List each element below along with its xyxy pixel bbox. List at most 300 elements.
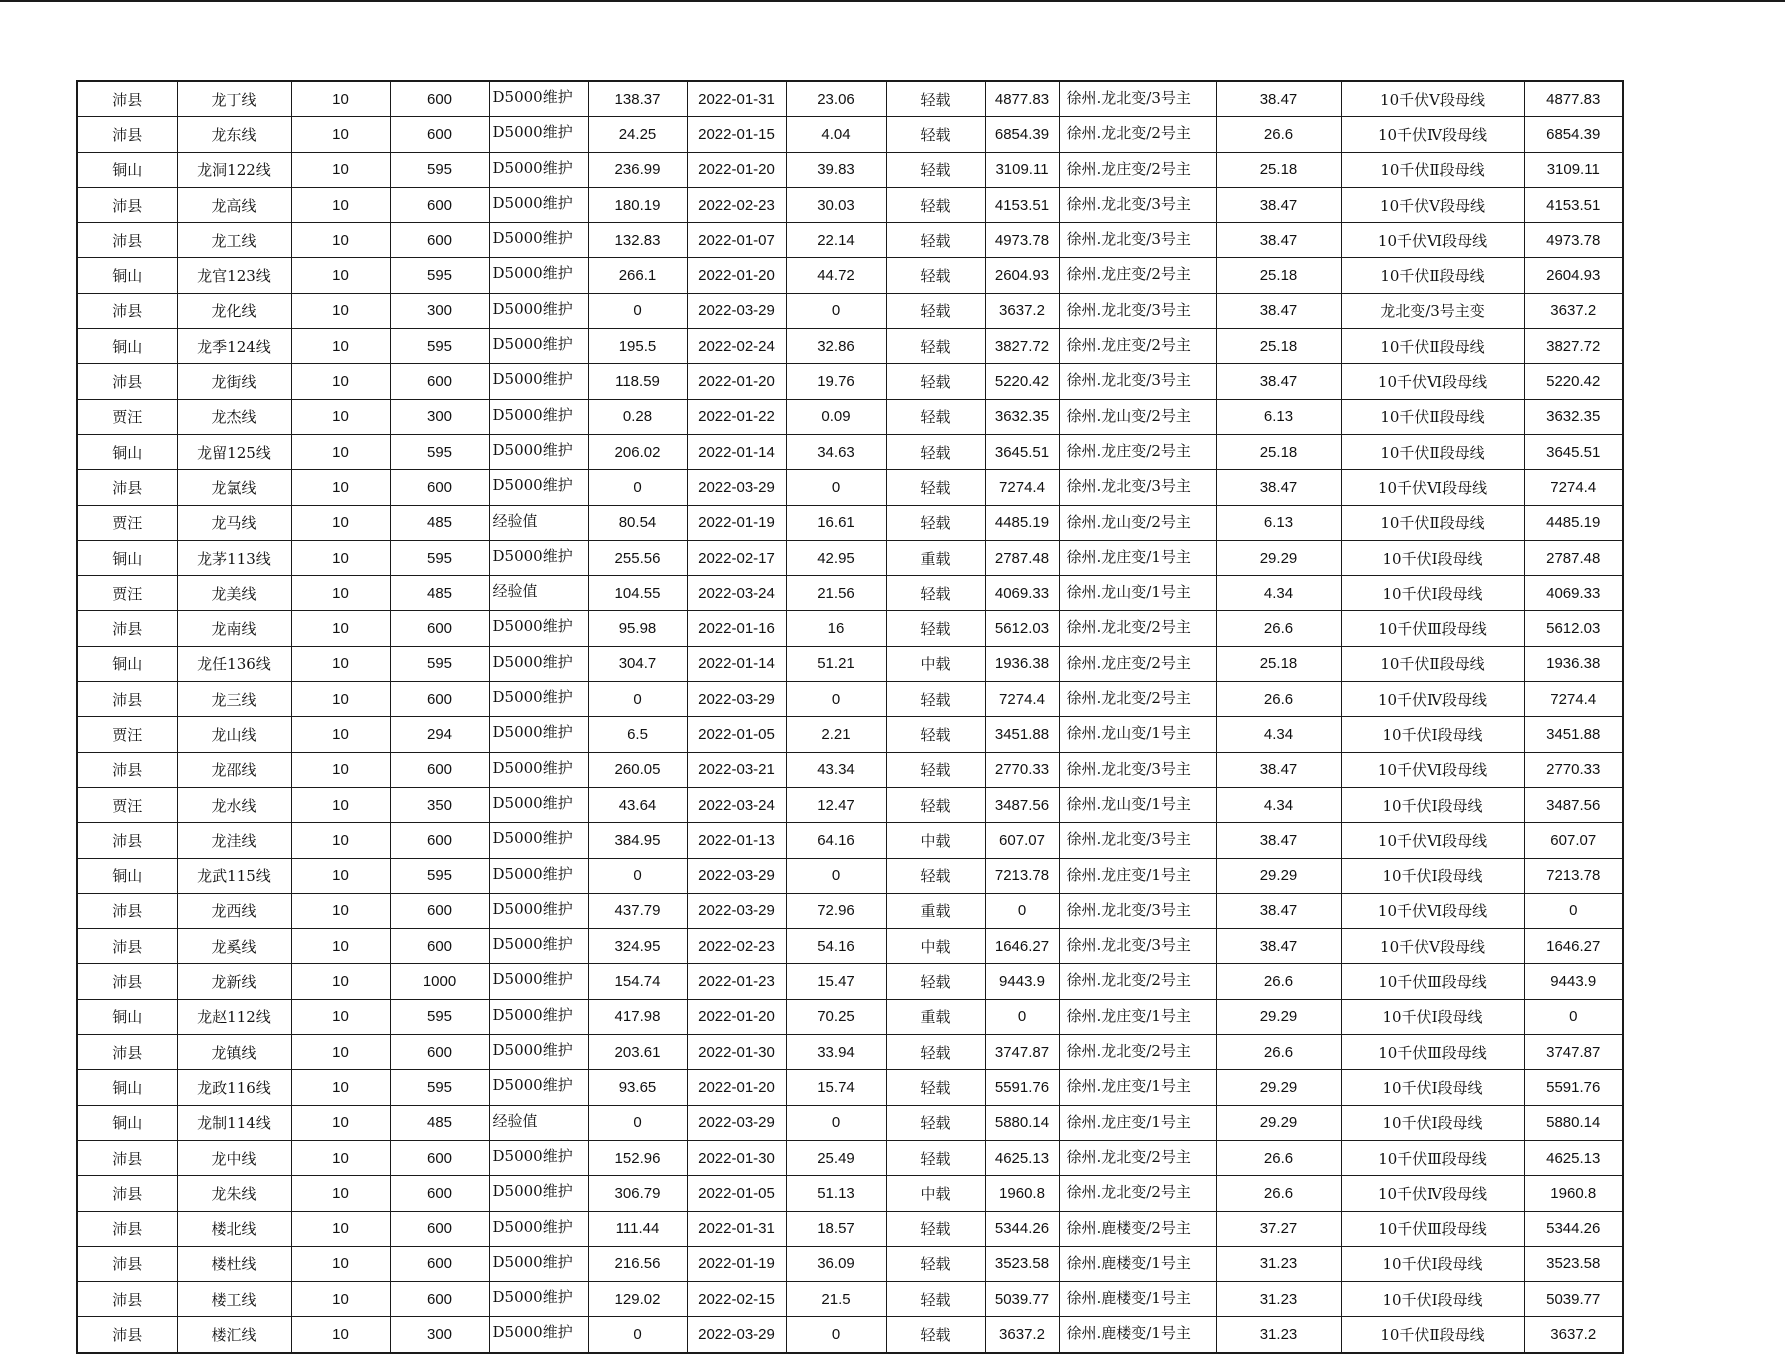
bus-section-cell: 10千伏Ⅵ段母线 [1341,823,1524,858]
rated-current-cell: 600 [390,364,489,399]
load-rate-cell: 0 [786,1317,886,1353]
voltage-cell: 10 [291,258,390,293]
rated-current-cell: 300 [390,1317,489,1353]
county-cell: 沛县 [77,682,177,717]
rated-current-cell: 600 [390,1282,489,1317]
line-name-cell: 龙南线 [177,611,291,646]
substation-cell: 徐州.龙庄变/1号主 [1059,540,1216,575]
load-status-cell: 中载 [886,646,985,681]
bus-section-cell: 10千伏Ⅰ段母线 [1341,540,1524,575]
voltage-cell: 10 [291,576,390,611]
table-row [77,117,1623,152]
county-cell: 铜山 [77,646,177,681]
bus-section-cell: 10千伏Ⅱ段母线 [1341,434,1524,469]
capacity-cell: 4069.33 [1524,576,1623,611]
capacity-cell: 0 [1524,999,1623,1034]
margin-cell: 5039.77 [985,1282,1059,1317]
margin-cell: 7274.4 [985,470,1059,505]
line-name-cell: 龙美线 [177,576,291,611]
date-cell: 2022-01-30 [687,1035,786,1070]
table-row [77,364,1623,399]
transformer-load-cell: 29.29 [1216,858,1341,893]
data-source-cell: D5000维护 [489,223,588,258]
bus-section-cell: 10千伏Ⅱ段母线 [1341,505,1524,540]
bus-section-cell: 10千伏Ⅰ段母线 [1341,717,1524,752]
table-row [77,187,1623,222]
date-cell: 2022-03-24 [687,576,786,611]
table-row [77,399,1623,434]
bus-section-cell: 10千伏Ⅱ段母线 [1341,329,1524,364]
substation-cell: 徐州.龙庄变/1号主 [1059,999,1216,1034]
capacity-cell: 9443.9 [1524,964,1623,999]
substation-cell: 徐州.龙山变/1号主 [1059,717,1216,752]
load-rate-cell: 0 [786,1105,886,1140]
current-cell: 203.61 [588,1035,687,1070]
margin-cell: 1936.38 [985,646,1059,681]
line-name-cell: 龙化线 [177,293,291,328]
bus-section-cell: 10千伏Ⅰ段母线 [1341,576,1524,611]
voltage-cell: 10 [291,682,390,717]
data-source-cell: D5000维护 [489,823,588,858]
line-name-cell: 龙镇线 [177,1035,291,1070]
table-row [77,470,1623,505]
data-source-cell: D5000维护 [489,752,588,787]
load-rate-cell: 25.49 [786,1140,886,1175]
rated-current-cell: 600 [390,929,489,964]
date-cell: 2022-03-24 [687,787,786,822]
current-cell: 111.44 [588,1211,687,1246]
voltage-cell: 10 [291,893,390,928]
voltage-cell: 10 [291,646,390,681]
date-cell: 2022-01-16 [687,611,786,646]
bus-section-cell: 10千伏Ⅰ段母线 [1341,858,1524,893]
county-cell: 贾汪 [77,787,177,822]
transformer-load-cell: 26.6 [1216,1176,1341,1211]
table-row [77,823,1623,858]
capacity-cell: 6854.39 [1524,117,1623,152]
capacity-cell: 3637.2 [1524,1317,1623,1353]
rated-current-cell: 350 [390,787,489,822]
current-cell: 43.64 [588,787,687,822]
margin-cell: 5344.26 [985,1211,1059,1246]
load-status-cell: 轻载 [886,293,985,328]
date-cell: 2022-02-23 [687,929,786,964]
county-cell: 铜山 [77,152,177,187]
voltage-cell: 10 [291,858,390,893]
substation-cell: 徐州.鹿楼变/2号主 [1059,1211,1216,1246]
substation-cell: 徐州.龙北变/3号主 [1059,364,1216,399]
county-cell: 沛县 [77,1176,177,1211]
load-status-cell: 轻载 [886,329,985,364]
load-rate-cell: 2.21 [786,717,886,752]
margin-cell: 7274.4 [985,682,1059,717]
voltage-cell: 10 [291,1070,390,1105]
line-name-cell: 龙马线 [177,505,291,540]
load-rate-cell: 18.57 [786,1211,886,1246]
margin-cell: 6854.39 [985,117,1059,152]
data-source-cell: D5000维护 [489,258,588,293]
margin-cell: 3827.72 [985,329,1059,364]
date-cell: 2022-01-14 [687,646,786,681]
capacity-cell: 5344.26 [1524,1211,1623,1246]
table-row [77,293,1623,328]
capacity-cell: 2604.93 [1524,258,1623,293]
substation-cell: 徐州.龙北变/3号主 [1059,81,1216,117]
voltage-cell: 10 [291,787,390,822]
rated-current-cell: 1000 [390,964,489,999]
table-row [77,999,1623,1034]
voltage-cell: 10 [291,1317,390,1353]
table-row [77,964,1623,999]
rated-current-cell: 300 [390,399,489,434]
line-name-cell: 楼北线 [177,1211,291,1246]
load-rate-cell: 39.83 [786,152,886,187]
line-name-cell: 楼杜线 [177,1246,291,1281]
current-cell: 304.7 [588,646,687,681]
bus-section-cell: 10千伏Ⅳ段母线 [1341,682,1524,717]
capacity-cell: 5612.03 [1524,611,1623,646]
current-cell: 266.1 [588,258,687,293]
transformer-load-cell: 6.13 [1216,399,1341,434]
capacity-cell: 5591.76 [1524,1070,1623,1105]
margin-cell: 2770.33 [985,752,1059,787]
data-source-cell: D5000维护 [489,964,588,999]
substation-cell: 徐州.龙北变/2号主 [1059,611,1216,646]
line-name-cell: 龙制114线 [177,1105,291,1140]
date-cell: 2022-01-31 [687,1211,786,1246]
capacity-cell: 3451.88 [1524,717,1623,752]
data-source-cell: D5000维护 [489,1282,588,1317]
table-row [77,752,1623,787]
voltage-cell: 10 [291,399,390,434]
voltage-cell: 10 [291,1282,390,1317]
rated-current-cell: 485 [390,576,489,611]
load-rate-cell: 22.14 [786,223,886,258]
voltage-cell: 10 [291,823,390,858]
rated-current-cell: 600 [390,823,489,858]
county-cell: 铜山 [77,1070,177,1105]
capacity-cell: 3487.56 [1524,787,1623,822]
substation-cell: 徐州.龙庄变/2号主 [1059,258,1216,293]
load-status-cell: 轻载 [886,787,985,822]
current-cell: 154.74 [588,964,687,999]
bus-section-cell: 10千伏Ⅱ段母线 [1341,399,1524,434]
line-name-cell: 龙留125线 [177,434,291,469]
table-row [77,1105,1623,1140]
margin-cell: 3645.51 [985,434,1059,469]
county-cell: 沛县 [77,117,177,152]
transformer-load-cell: 38.47 [1216,752,1341,787]
line-name-cell: 龙水线 [177,787,291,822]
rated-current-cell: 595 [390,258,489,293]
rated-current-cell: 600 [390,1035,489,1070]
current-cell: 104.55 [588,576,687,611]
county-cell: 沛县 [77,823,177,858]
data-source-cell: D5000维护 [489,117,588,152]
date-cell: 2022-01-05 [687,717,786,752]
current-cell: 95.98 [588,611,687,646]
page-top-rule [0,0,1785,2]
substation-cell: 徐州.龙北变/2号主 [1059,1140,1216,1175]
voltage-cell: 10 [291,929,390,964]
substation-cell: 徐州.龙北变/2号主 [1059,117,1216,152]
load-rate-cell: 15.74 [786,1070,886,1105]
capacity-cell: 4973.78 [1524,223,1623,258]
county-cell: 沛县 [77,293,177,328]
date-cell: 2022-01-19 [687,1246,786,1281]
margin-cell: 4153.51 [985,187,1059,222]
line-name-cell: 龙氯线 [177,470,291,505]
date-cell: 2022-03-29 [687,682,786,717]
date-cell: 2022-03-21 [687,752,786,787]
voltage-cell: 10 [291,752,390,787]
date-cell: 2022-01-13 [687,823,786,858]
line-name-cell: 龙季124线 [177,329,291,364]
capacity-cell: 7274.4 [1524,682,1623,717]
substation-cell: 徐州.鹿楼变/1号主 [1059,1246,1216,1281]
county-cell: 铜山 [77,999,177,1034]
transformer-load-cell: 38.47 [1216,364,1341,399]
current-cell: 6.5 [588,717,687,752]
load-status-cell: 中载 [886,1176,985,1211]
substation-cell: 徐州.龙山变/2号主 [1059,399,1216,434]
table-body [77,81,1623,1353]
county-cell: 铜山 [77,258,177,293]
line-name-cell: 龙中线 [177,1140,291,1175]
line-name-cell: 龙洞122线 [177,152,291,187]
substation-cell: 徐州.龙庄变/2号主 [1059,646,1216,681]
county-cell: 沛县 [77,752,177,787]
table-row [77,329,1623,364]
table-row [77,893,1623,928]
load-rate-cell: 42.95 [786,540,886,575]
substation-cell: 徐州.龙北变/2号主 [1059,682,1216,717]
rated-current-cell: 600 [390,1140,489,1175]
voltage-cell: 10 [291,81,390,117]
capacity-cell: 3827.72 [1524,329,1623,364]
bus-section-cell: 10千伏Ⅰ段母线 [1341,1105,1524,1140]
data-source-cell: D5000维护 [489,1211,588,1246]
bus-section-cell: 10千伏Ⅳ段母线 [1341,1176,1524,1211]
rated-current-cell: 485 [390,1105,489,1140]
table-row [77,434,1623,469]
transformer-load-cell: 4.34 [1216,717,1341,752]
load-status-cell: 轻载 [886,470,985,505]
margin-cell: 3451.88 [985,717,1059,752]
transformer-load-cell: 29.29 [1216,540,1341,575]
voltage-cell: 10 [291,1105,390,1140]
current-cell: 216.56 [588,1246,687,1281]
line-name-cell: 龙三线 [177,682,291,717]
substation-cell: 徐州.龙庄变/2号主 [1059,152,1216,187]
bus-section-cell: 10千伏Ⅴ段母线 [1341,81,1524,117]
table-row [77,1070,1623,1105]
current-cell: 206.02 [588,434,687,469]
load-status-cell: 轻载 [886,117,985,152]
load-rate-cell: 34.63 [786,434,886,469]
voltage-cell: 10 [291,223,390,258]
substation-cell: 徐州.龙山变/1号主 [1059,787,1216,822]
county-cell: 沛县 [77,1035,177,1070]
margin-cell: 4485.19 [985,505,1059,540]
county-cell: 沛县 [77,964,177,999]
load-status-cell: 轻载 [886,258,985,293]
line-name-cell: 龙新线 [177,964,291,999]
margin-cell: 0 [985,999,1059,1034]
bus-section-cell: 10千伏Ⅵ段母线 [1341,364,1524,399]
load-status-cell: 重载 [886,999,985,1034]
data-source-cell: 经验值 [489,1105,588,1140]
data-source-cell: D5000维护 [489,329,588,364]
table-row [77,540,1623,575]
load-status-cell: 轻载 [886,1070,985,1105]
transformer-load-cell: 38.47 [1216,929,1341,964]
data-source-cell: 经验值 [489,505,588,540]
substation-cell: 徐州.龙北变/3号主 [1059,470,1216,505]
line-name-cell: 龙杰线 [177,399,291,434]
data-source-cell: D5000维护 [489,611,588,646]
load-status-cell: 重载 [886,893,985,928]
substation-cell: 徐州.龙庄变/1号主 [1059,1105,1216,1140]
capacity-cell: 3747.87 [1524,1035,1623,1070]
load-status-cell: 重载 [886,540,985,575]
line-name-cell: 龙街线 [177,364,291,399]
table-row [77,646,1623,681]
load-status-cell: 轻载 [886,364,985,399]
table-row [77,152,1623,187]
date-cell: 2022-01-23 [687,964,786,999]
margin-cell: 9443.9 [985,964,1059,999]
load-status-cell: 轻载 [886,682,985,717]
current-cell: 118.59 [588,364,687,399]
date-cell: 2022-03-29 [687,470,786,505]
margin-cell: 3523.58 [985,1246,1059,1281]
voltage-cell: 10 [291,505,390,540]
margin-cell: 3637.2 [985,1317,1059,1353]
substation-cell: 徐州.龙北变/3号主 [1059,223,1216,258]
capacity-cell: 4485.19 [1524,505,1623,540]
load-rate-cell: 64.16 [786,823,886,858]
transformer-load-cell: 31.23 [1216,1246,1341,1281]
data-source-cell: 经验值 [489,576,588,611]
county-cell: 铜山 [77,858,177,893]
county-cell: 铜山 [77,434,177,469]
load-status-cell: 轻载 [886,576,985,611]
capacity-cell: 607.07 [1524,823,1623,858]
load-rate-cell: 19.76 [786,364,886,399]
bus-section-cell: 10千伏Ⅲ段母线 [1341,611,1524,646]
date-cell: 2022-02-17 [687,540,786,575]
substation-cell: 徐州.龙北变/3号主 [1059,929,1216,964]
county-cell: 沛县 [77,1246,177,1281]
load-rate-cell: 70.25 [786,999,886,1034]
current-cell: 324.95 [588,929,687,964]
load-status-cell: 轻载 [886,752,985,787]
substation-cell: 徐州.龙北变/3号主 [1059,752,1216,787]
line-name-cell: 楼工线 [177,1282,291,1317]
rated-current-cell: 600 [390,470,489,505]
date-cell: 2022-03-29 [687,893,786,928]
load-status-cell: 轻载 [886,611,985,646]
line-name-cell: 龙丁线 [177,81,291,117]
data-source-cell: D5000维护 [489,470,588,505]
substation-cell: 徐州.龙北变/3号主 [1059,893,1216,928]
date-cell: 2022-01-20 [687,258,786,293]
substation-cell: 徐州.龙山变/1号主 [1059,576,1216,611]
date-cell: 2022-03-29 [687,1317,786,1353]
voltage-cell: 10 [291,364,390,399]
date-cell: 2022-01-15 [687,117,786,152]
transformer-load-cell: 26.6 [1216,611,1341,646]
capacity-cell: 4877.83 [1524,81,1623,117]
data-source-cell: D5000维护 [489,787,588,822]
transformer-load-cell: 38.47 [1216,187,1341,222]
load-rate-cell: 12.47 [786,787,886,822]
line-name-cell: 龙任136线 [177,646,291,681]
capacity-cell: 5039.77 [1524,1282,1623,1317]
line-name-cell: 龙山线 [177,717,291,752]
line-name-cell: 龙朱线 [177,1176,291,1211]
county-cell: 贾汪 [77,576,177,611]
substation-cell: 徐州.龙庄变/1号主 [1059,858,1216,893]
voltage-cell: 10 [291,717,390,752]
line-name-cell: 龙政116线 [177,1070,291,1105]
current-cell: 0 [588,470,687,505]
load-status-cell: 轻载 [886,1035,985,1070]
date-cell: 2022-02-23 [687,187,786,222]
transformer-load-cell: 29.29 [1216,1105,1341,1140]
transformer-load-cell: 37.27 [1216,1211,1341,1246]
date-cell: 2022-01-31 [687,81,786,117]
bus-section-cell: 10千伏Ⅰ段母线 [1341,787,1524,822]
rated-current-cell: 600 [390,1211,489,1246]
load-rate-cell: 33.94 [786,1035,886,1070]
voltage-cell: 10 [291,1176,390,1211]
load-rate-cell: 16 [786,611,886,646]
data-source-cell: D5000维护 [489,152,588,187]
data-source-cell: D5000维护 [489,858,588,893]
margin-cell: 2604.93 [985,258,1059,293]
line-name-cell: 龙武115线 [177,858,291,893]
date-cell: 2022-02-15 [687,1282,786,1317]
table-row [77,1035,1623,1070]
bus-section-cell: 10千伏Ⅰ段母线 [1341,1282,1524,1317]
transformer-load-cell: 38.47 [1216,823,1341,858]
data-source-cell: D5000维护 [489,1070,588,1105]
current-cell: 93.65 [588,1070,687,1105]
transformer-load-cell: 26.6 [1216,117,1341,152]
load-rate-cell: 0 [786,858,886,893]
voltage-cell: 10 [291,1211,390,1246]
margin-cell: 3109.11 [985,152,1059,187]
margin-cell: 0 [985,893,1059,928]
data-source-cell: D5000维护 [489,399,588,434]
margin-cell: 3632.35 [985,399,1059,434]
table-row [77,1140,1623,1175]
date-cell: 2022-01-20 [687,152,786,187]
current-cell: 0 [588,682,687,717]
current-cell: 80.54 [588,505,687,540]
voltage-cell: 10 [291,470,390,505]
voltage-cell: 10 [291,329,390,364]
bus-section-cell: 10千伏Ⅲ段母线 [1341,1140,1524,1175]
bus-section-cell: 10千伏Ⅲ段母线 [1341,964,1524,999]
county-cell: 沛县 [77,364,177,399]
data-source-cell: D5000维护 [489,434,588,469]
load-rate-cell: 21.5 [786,1282,886,1317]
bus-section-cell: 10千伏Ⅱ段母线 [1341,152,1524,187]
data-source-cell: D5000维护 [489,646,588,681]
